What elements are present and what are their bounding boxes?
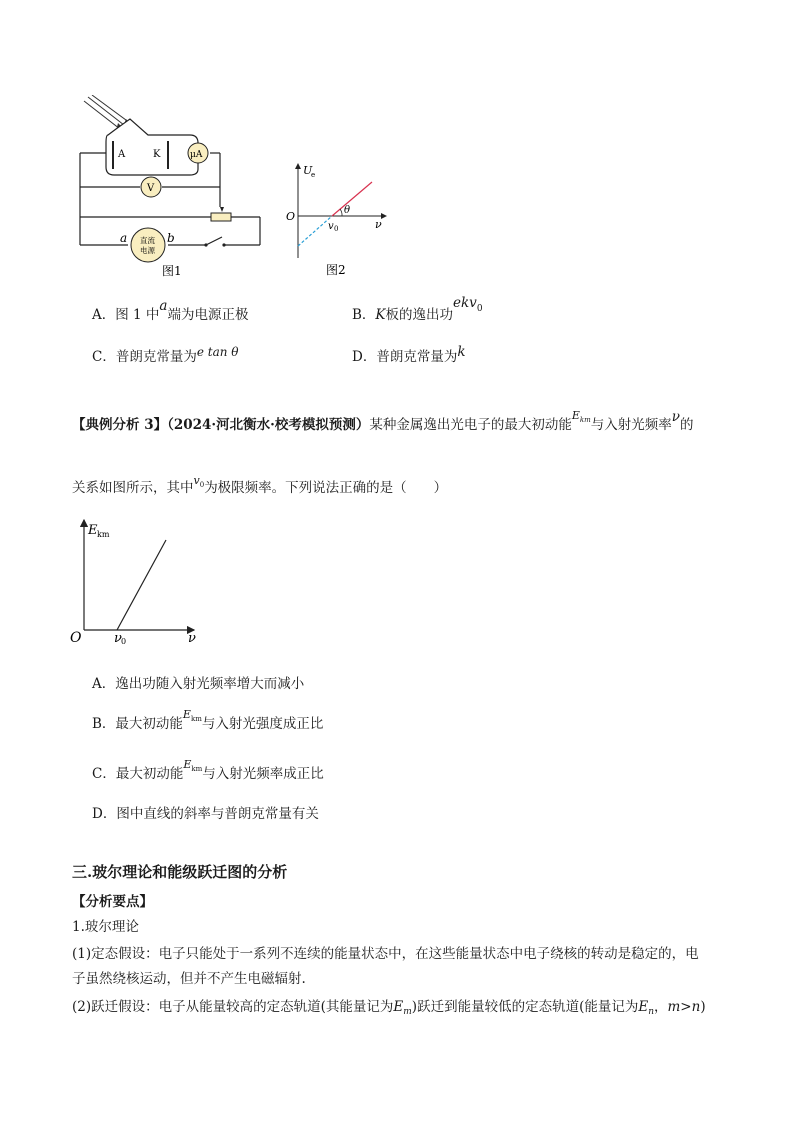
- q1-option-c: C．普朗克常量为e tan θ: [92, 345, 239, 365]
- v0-label: v: [328, 221, 334, 232]
- source-label-2: 电源: [140, 246, 155, 255]
- y-axis-label: E: [88, 523, 98, 538]
- y-axis-label: U: [303, 164, 313, 177]
- origin-label: O: [70, 630, 82, 646]
- symbol-a: a: [159, 298, 168, 314]
- source-label-1: 直流: [140, 236, 155, 245]
- voltmeter-label: V: [147, 183, 155, 194]
- formula-ekv0: ekv: [453, 295, 477, 311]
- q3-option-a: A．逸出功随入射光频率增大而减小: [92, 676, 305, 692]
- v0-sub: 0: [334, 225, 339, 233]
- key-points-heading: 【分析要点】: [72, 894, 153, 910]
- microammeter-label: μA: [190, 150, 203, 160]
- section3-title: 三.玻尔理论和能级跃迁图的分析: [72, 863, 288, 881]
- end-b-label: b: [167, 231, 175, 245]
- phototube: [106, 119, 198, 175]
- paragraph2-line1: (2)跃迁假设：电子从能量较高的定态轨道(其能量记为$E_m$)跃迁到能量较低的定态轨道(能量记为$E_n$，m>n): [72, 999, 706, 1017]
- paragraph1-line1: (1)定态假设：电子只能处于一系列不连续的能量状态中，在这些能量状态中电子绕核的转动是稳定的，电: [72, 946, 699, 962]
- v0-label: ν: [114, 631, 122, 646]
- angle-arc: [340, 209, 342, 216]
- paragraph1-line2: 子虽然绕核运动，但并不产生电磁辐射.: [72, 971, 306, 987]
- plate-a-label: A: [118, 149, 126, 160]
- item1-heading: 1.玻尔理论: [72, 919, 139, 935]
- x-axis-label: ν: [375, 218, 382, 231]
- example3-line2: 关系如图所示，其中$^{v0}$为极限频率。下列说法正确的是（ ）: [72, 474, 448, 496]
- end-a-label: a: [120, 231, 128, 245]
- graph-line: [117, 540, 166, 630]
- figure2-graph: [282, 158, 392, 282]
- power-source-icon: [131, 228, 165, 262]
- x-axis-label: ν: [188, 631, 196, 646]
- extension-dashed-line: [298, 216, 332, 246]
- plate-k-label: K: [153, 149, 161, 160]
- formula-etan: e tan θ: [196, 345, 239, 359]
- q3-option-d: D．图中直线的斜率与普朗克常量有关: [92, 806, 319, 822]
- example3-source: （2024·河北衡水·校考模拟预测）: [167, 417, 370, 433]
- y-axis-sub: e: [311, 171, 316, 179]
- q1-option-d: D．普朗克常量为k: [352, 344, 466, 365]
- q1-option-a: A．图 1 中a端为电源正极: [92, 298, 249, 323]
- figure2-caption: 图2: [326, 263, 346, 277]
- theta-label: θ: [344, 205, 351, 216]
- example3-tag: 【典例分析 3】: [72, 417, 168, 433]
- v0-sub: 0: [121, 637, 127, 646]
- q1-option-b: B．K板的逸出功ekv$^0$: [352, 295, 483, 323]
- graph3-ekm: [66, 512, 206, 646]
- q3-option-b: B．最大初动能$^{Ekm}$与入射光强度成正比: [92, 708, 324, 732]
- q3-option-c: C．最大初动能$^{Ekm}$与入射光频率成正比: [92, 758, 324, 782]
- formula-k: k: [457, 344, 466, 360]
- example3-line1: 【典例分析 3】（2024·河北衡水·校考模拟预测）某种金属逸出光电子的最大初动能$^{Ekm}$与入射光频率ν的: [72, 409, 694, 433]
- y-axis-sub: km: [97, 530, 110, 539]
- origin-label: O: [286, 210, 296, 223]
- figure1-caption: 图1: [162, 264, 182, 278]
- rheostat-icon: [211, 213, 231, 221]
- figure1-circuit: [70, 95, 270, 285]
- graph-line: [332, 182, 372, 216]
